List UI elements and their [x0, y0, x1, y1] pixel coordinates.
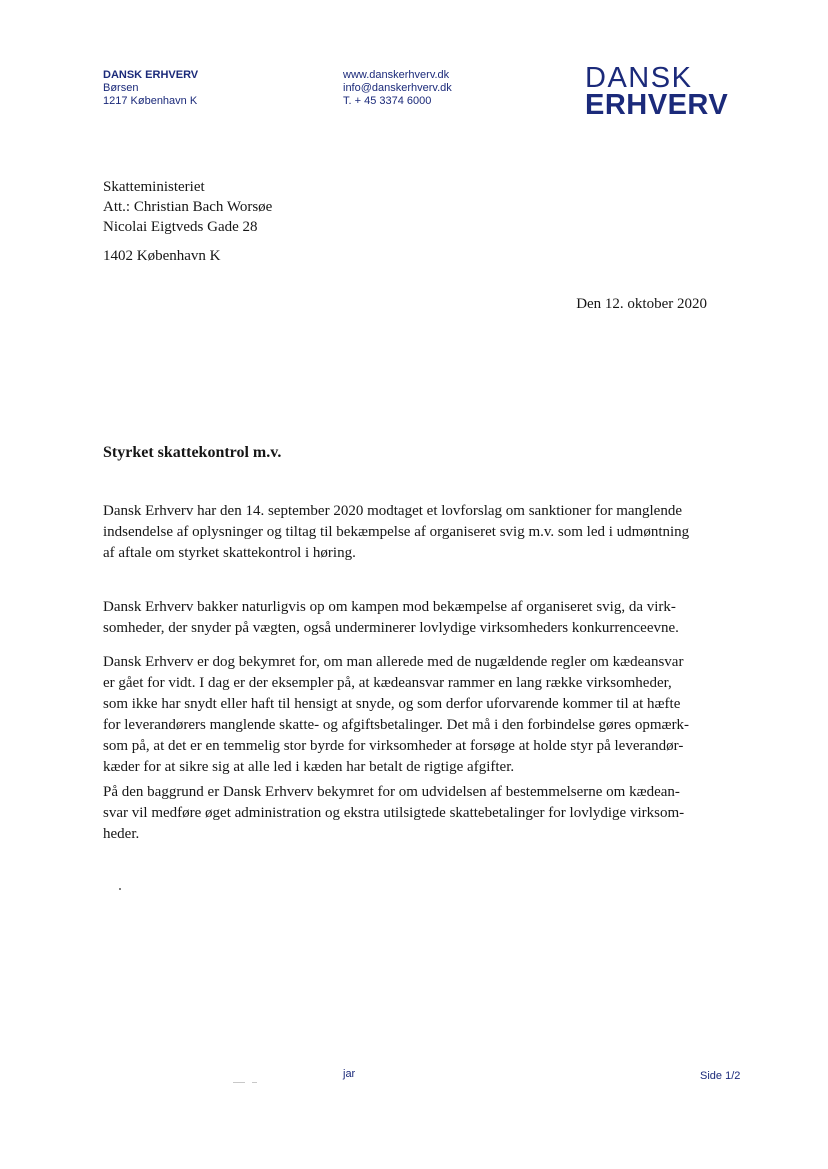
- paragraph-4: [103, 782, 708, 845]
- paragraph-line: som på, at det er en temmelig stor byrde for virksomheder at forsøge at holde styr på leverandør-: [103, 738, 684, 754]
- paragraph-line: som ikke har snydt eller haft til hensigt at snyde, og som derfor uforvarende kommer til at hæfte: [103, 696, 681, 712]
- paragraph-line: heder.: [103, 826, 140, 842]
- recipient-attention: Att.: Christian Bach Worsøe: [103, 199, 273, 215]
- paragraph-line: kæder for at sikre sig at alle led i kæden har betalt de rigtige afgifter.: [103, 759, 515, 775]
- paragraph-line: svar vil medføre øget administration og ekstra utilsigtede skattebetalinger for lovlydige virksom-: [103, 805, 685, 821]
- contact-website: www.danskerhverv.dk: [343, 69, 450, 81]
- recipient-city: 1402 København K: [103, 248, 221, 264]
- paragraph-line: Dansk Erhverv er dog bekymret for, om man allerede med de nugældende regler om kædeansvar: [103, 654, 684, 670]
- recipient-name: Skatteministeriet: [103, 179, 205, 195]
- paragraph-line: På den baggrund er Dansk Erhverv bekymret for om udvidelsen af bestemmelserne om kædean-: [103, 784, 680, 800]
- paragraph-3: [103, 652, 708, 778]
- logo-line-2: ERHVERV: [585, 89, 729, 121]
- sender-org: DANSK ERHVERV: [103, 69, 199, 81]
- paragraph-line: Dansk Erhverv bakker naturligvis op om kampen mod bekæmpelse af organiseret svig, da virk-: [103, 599, 676, 615]
- scan-speck: [119, 888, 121, 890]
- scan-smudge: [252, 1082, 257, 1083]
- recipient-street: Nicolai Eigtveds Gade 28: [103, 219, 258, 235]
- sender-block: [103, 69, 198, 108]
- paragraph-line: af aftale om styrket skattekontrol i høring.: [103, 545, 356, 561]
- paragraph-line: somheder, der snyder på vægten, også underminerer lovlydige virksomheders konkurrenceevne.: [103, 620, 679, 636]
- letter-subject: Styrket skattekontrol m.v.: [103, 444, 282, 461]
- recipient-block: [103, 177, 272, 237]
- paragraph-line: Dansk Erhverv har den 14. september 2020 modtaget et lovforslag om sanktioner for manglende: [103, 503, 683, 519]
- footer-page-number: Side 1/2: [700, 1070, 741, 1082]
- contact-email: info@danskerhverv.dk: [343, 82, 452, 94]
- footer-initials: jar: [343, 1068, 356, 1080]
- contact-phone: T. + 45 3374 6000: [343, 95, 432, 107]
- paragraph-1: [103, 501, 708, 564]
- paragraph-line: er gået for vidt. I dag er der eksempler på, at kædeansvar rammer en lang række virksomheder,: [103, 675, 672, 691]
- scan-smudge: [233, 1082, 245, 1083]
- logo-line-1: DANSK: [585, 62, 693, 94]
- paragraph-line: indsendelse af oplysninger og tiltag til bekæmpelse af organiseret svig m.v. som led i udmøntning: [103, 524, 690, 540]
- contact-block: [343, 69, 452, 108]
- sender-address-line: Børsen: [103, 82, 139, 94]
- paragraph-line: for leverandørers manglende skatte- og afgiftsbetalinger. Det må i den forbindelse gøres opmærk-: [103, 717, 690, 733]
- sender-postal-line: 1217 København K: [103, 95, 198, 107]
- paragraph-2: [103, 597, 708, 639]
- dansk-erhverv-logo: [585, 62, 729, 121]
- letter-date: Den 12. oktober 2020: [576, 296, 707, 312]
